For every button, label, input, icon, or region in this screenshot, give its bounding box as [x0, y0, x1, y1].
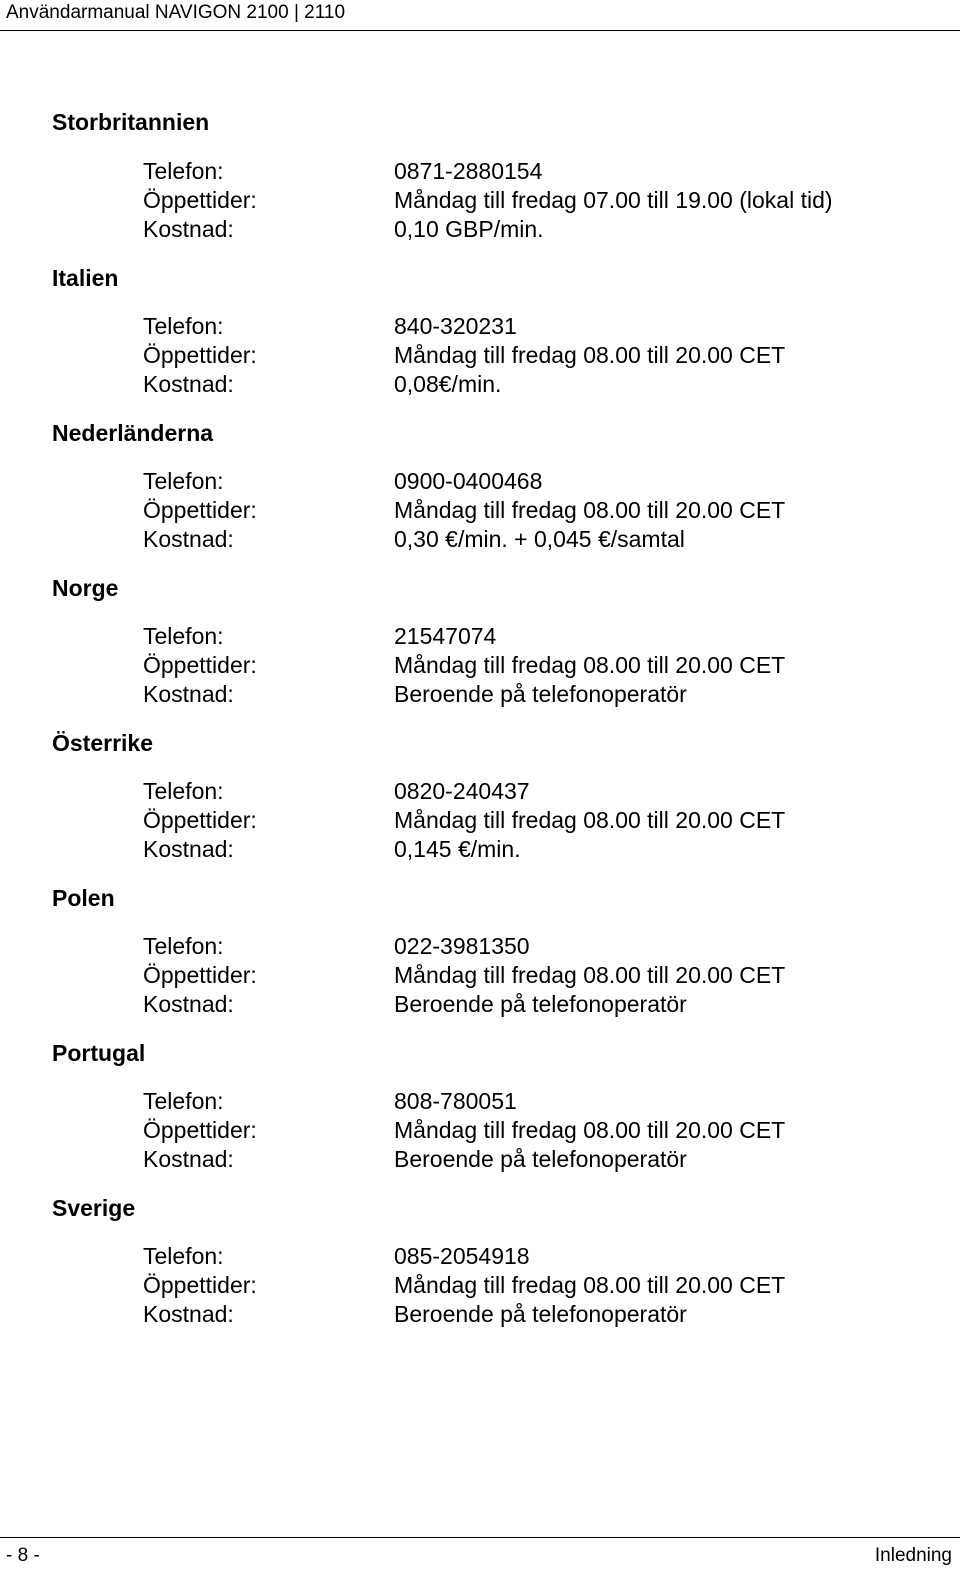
hours-row: [0, 1115, 960, 1145]
hours-label: Öppettider:: [143, 497, 257, 523]
cost-row: [0, 1144, 960, 1174]
country-heading: Italien: [52, 265, 119, 291]
cost-label: Kostnad:: [143, 991, 234, 1017]
country-heading: Polen: [52, 885, 115, 911]
hours-label: Öppettider:: [143, 962, 257, 988]
hours-value: Måndag till fredag 08.00 till 20.00 CET: [394, 962, 786, 988]
phone-label: Telefon:: [143, 933, 224, 959]
hours-label: Öppettider:: [143, 342, 257, 368]
hours-row: [0, 805, 960, 835]
phone-value: 840-320231: [394, 313, 517, 339]
phone-row: [0, 1086, 960, 1116]
hours-value: Måndag till fredag 08.00 till 20.00 CET: [394, 497, 786, 523]
country-heading: Norge: [52, 575, 119, 601]
cost-label: Kostnad:: [143, 836, 234, 862]
hours-row: [0, 1270, 960, 1300]
footer-divider: [0, 1537, 960, 1538]
cost-row: [0, 679, 960, 709]
phone-label: Telefon:: [143, 778, 224, 804]
cost-label: Kostnad:: [143, 371, 234, 397]
hours-row: [0, 185, 960, 215]
cost-value: 0,10 GBP/min.: [394, 216, 544, 242]
phone-row: [0, 1241, 960, 1271]
cost-label: Kostnad:: [143, 1301, 234, 1327]
cost-row: [0, 834, 960, 864]
phone-label: Telefon:: [143, 623, 224, 649]
country-heading: Sverige: [52, 1195, 136, 1221]
hours-label: Öppettider:: [143, 1117, 257, 1143]
hours-value: Måndag till fredag 08.00 till 20.00 CET: [394, 807, 786, 833]
hours-value: Måndag till fredag 07.00 till 19.00 (lokal tid): [394, 187, 833, 213]
phone-label: Telefon:: [143, 1243, 224, 1269]
cost-label: Kostnad:: [143, 681, 234, 707]
phone-label: Telefon:: [143, 313, 224, 339]
cost-row: [0, 214, 960, 244]
cost-label: Kostnad:: [143, 216, 234, 242]
cost-label: Kostnad:: [143, 1146, 234, 1172]
phone-label: Telefon:: [143, 1088, 224, 1114]
cost-value: Beroende på telefonoperatör: [394, 681, 687, 707]
phone-label: Telefon:: [143, 468, 224, 494]
hours-value: Måndag till fredag 08.00 till 20.00 CET: [394, 1272, 786, 1298]
cost-value: Beroende på telefonoperatör: [394, 1146, 687, 1172]
cost-value: 0,30 €/min. + 0,045 €/samtal: [394, 526, 685, 552]
page-number: - 8 -: [6, 1545, 40, 1566]
hours-row: [0, 340, 960, 370]
hours-value: Måndag till fredag 08.00 till 20.00 CET: [394, 342, 786, 368]
cost-row: [0, 1299, 960, 1329]
hours-row: [0, 495, 960, 525]
cost-value: Beroende på telefonoperatör: [394, 991, 687, 1017]
phone-row: [0, 156, 960, 186]
phone-value: 0900-0400468: [394, 468, 543, 494]
page-header-title: Användarmanual NAVIGON 2100 | 2110: [6, 2, 346, 23]
hours-row: [0, 960, 960, 990]
cost-value: Beroende på telefonoperatör: [394, 1301, 687, 1327]
phone-value: 022-3981350: [394, 933, 530, 959]
phone-value: 21547074: [394, 623, 497, 649]
hours-label: Öppettider:: [143, 807, 257, 833]
phone-row: [0, 466, 960, 496]
phone-value: 0871-2880154: [394, 158, 543, 184]
cost-value: 0,08€/min.: [394, 371, 502, 397]
phone-value: 808-780051: [394, 1088, 517, 1114]
cost-row: [0, 524, 960, 554]
phone-row: [0, 776, 960, 806]
hours-label: Öppettider:: [143, 652, 257, 678]
country-heading: Portugal: [52, 1040, 146, 1066]
cost-label: Kostnad:: [143, 526, 234, 552]
footer-section-name: Inledning: [874, 1545, 952, 1566]
phone-value: 085-2054918: [394, 1243, 530, 1269]
header-divider: [0, 30, 960, 31]
hours-row: [0, 650, 960, 680]
country-heading: Österrike: [52, 730, 154, 756]
phone-row: [0, 311, 960, 341]
hours-value: Måndag till fredag 08.00 till 20.00 CET: [394, 652, 786, 678]
hours-label: Öppettider:: [143, 187, 257, 213]
phone-row: [0, 931, 960, 961]
hours-label: Öppettider:: [143, 1272, 257, 1298]
phone-label: Telefon:: [143, 158, 224, 184]
cost-value: 0,145 €/min.: [394, 836, 521, 862]
country-heading: Nederländerna: [52, 420, 214, 446]
cost-row: [0, 989, 960, 1019]
phone-value: 0820-240437: [394, 778, 530, 804]
hours-value: Måndag till fredag 08.00 till 20.00 CET: [394, 1117, 786, 1143]
country-heading: Storbritannien: [52, 109, 210, 135]
cost-row: [0, 369, 960, 399]
phone-row: [0, 621, 960, 651]
